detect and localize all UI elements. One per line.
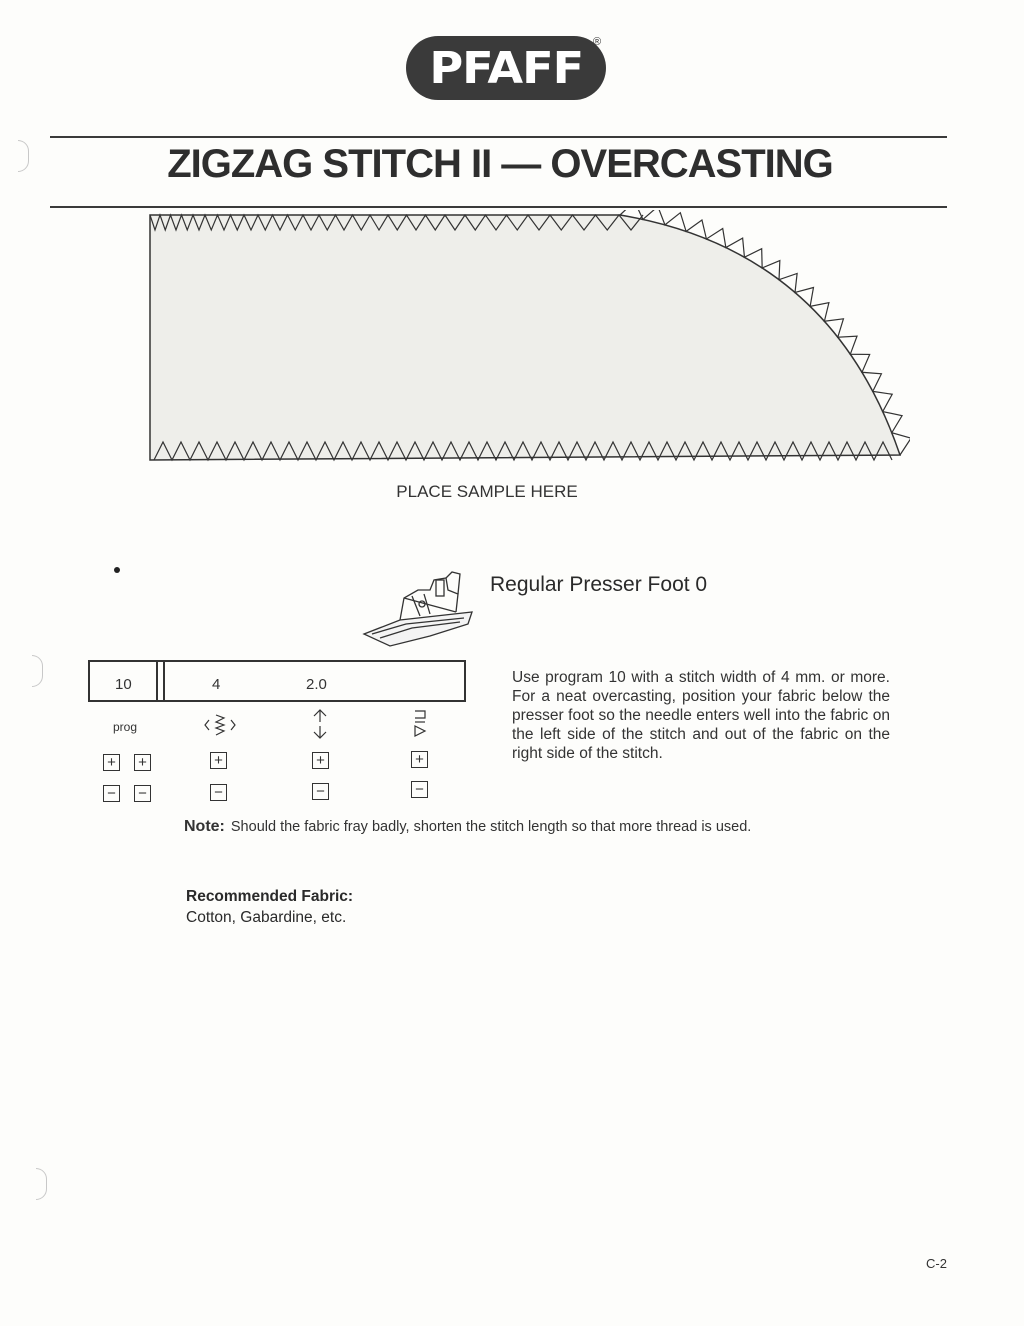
bullet-dot (114, 567, 120, 573)
needle-position-plus-button[interactable]: + (411, 751, 428, 768)
fabric-sample-shape (150, 215, 900, 460)
stitch-width-icon (203, 712, 237, 738)
program-value: 10 (115, 676, 132, 693)
stitch-width-plus-button[interactable]: + (210, 752, 227, 769)
logo-text: PFAFF (429, 42, 583, 94)
needle-position-minus-button[interactable]: − (411, 781, 428, 798)
punch-hole-middle (32, 655, 43, 687)
program-label: prog (113, 720, 138, 734)
instructions-text: Use program 10 with a stitch width of 4 mm. or more. For a neat overcasting, position your fabric below the presser foot so the needle enters well into the fabric on the left side of the stitch and out of the fabric on the right side of the stitch. (512, 669, 890, 762)
program-tens-minus-button[interactable]: − (103, 785, 120, 802)
stitch-width-minus-button[interactable]: − (210, 784, 227, 801)
page-number: C-2 (926, 1256, 947, 1271)
note (184, 818, 751, 836)
registered-mark: ® (593, 36, 602, 48)
settings-display (88, 660, 466, 702)
needle-position-icon (410, 708, 430, 742)
settings-divider (163, 660, 165, 702)
stitch-length-icon (310, 708, 330, 742)
punch-hole-bottom (36, 1168, 47, 1200)
place-sample-caption: PLACE SAMPLE HERE (396, 482, 578, 501)
recommended-fabric-heading: Recommended Fabric: (186, 888, 354, 905)
note-label: Note: (184, 818, 225, 835)
program-tens-plus-button[interactable]: + (103, 754, 120, 771)
recommended-fabric-list: Cotton, Gabardine, etc. (186, 909, 347, 926)
program-units-plus-button[interactable]: + (134, 754, 151, 771)
program-units-minus-button[interactable]: − (134, 785, 151, 802)
stitch-length-value: 2.0 (306, 676, 327, 693)
note-text: Should the fabric fray badly, shorten the stitch length so that more thread is used. (230, 819, 752, 835)
sample-placement-area (140, 210, 910, 470)
pfaff-logo (406, 36, 606, 100)
stitch-length-plus-button[interactable]: + (312, 752, 329, 769)
settings-divider (156, 660, 158, 702)
presser-foot-icon (360, 568, 480, 650)
stitch-length-minus-button[interactable]: − (312, 783, 329, 800)
presser-foot-label: Regular Presser Foot 0 (490, 573, 708, 596)
title-rule-bottom (50, 206, 947, 208)
stitch-width-value: 4 (212, 676, 221, 693)
title-rule-top (50, 136, 947, 138)
page-title: ZIGZAG STITCH II — OVERCASTING (167, 142, 833, 186)
